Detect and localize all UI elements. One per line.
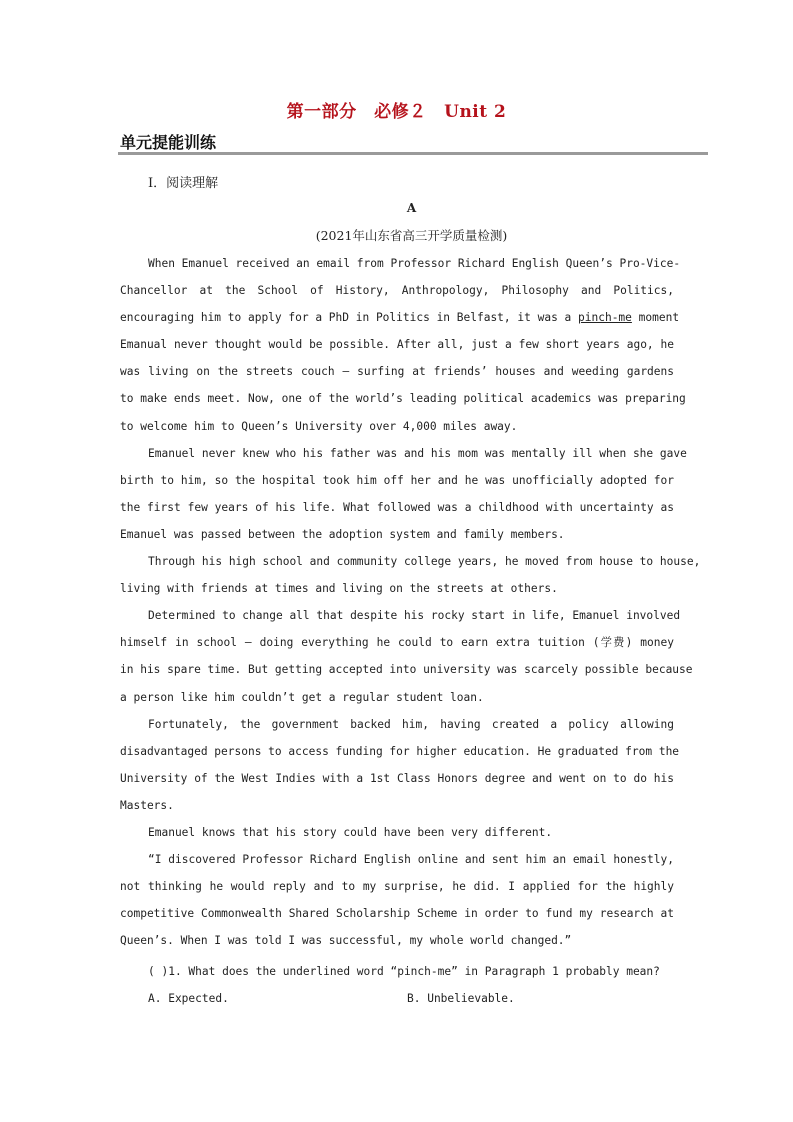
passage-line: “I discovered Professor Richard English online and sent him an email honestly, — [148, 853, 674, 867]
part-label: Ⅰ．阅读理解 — [148, 176, 219, 191]
passage-line: University of the West Indies with a 1st Class Honors degree and went on to do his — [120, 771, 674, 785]
document-title: 第一部分 必修２ Unit 2 — [286, 102, 507, 122]
passage-line: birth to him, so the hospital took him off her and he was unofficially adopted for — [120, 473, 674, 487]
line-text: moment — [631, 311, 680, 325]
passage-line: was living on the streets couch — surfing at friends’ houses and weeding gardens — [120, 365, 674, 379]
passage-line: Through his high school and community college years, he moved from house to house, — [148, 555, 701, 569]
passage-line: Emanuel knows that his story could have been very different. — [148, 825, 553, 839]
passage-line: Emanuel never knew who his father was and his mom was mentally ill when she gave — [148, 446, 687, 460]
passage-line: disadvantaged persons to access funding for higher education. He graduated from the — [120, 744, 680, 758]
passage-line: to welcome him to Queen’s University over 4,000 miles away. — [120, 419, 518, 433]
passage-line: himself in school — doing everything he could to earn extra tuition (学费) money — [120, 636, 674, 650]
passage-line: competitive Commonwealth Shared Scholarship Scheme in order to fund my research at — [120, 907, 674, 921]
passage-line: living with friends at times and living on the streets at others. — [120, 582, 558, 596]
passage-line — [120, 304, 680, 331]
passage-line: Emanual never thought would be possible. After all, just a few short years ago, he — [120, 338, 674, 352]
passage-line: a person like him couldn’t get a regular student loan. — [120, 690, 484, 704]
passage-line: the first few years of his life. What followed was a childhood with uncertainty as — [120, 500, 674, 514]
passage-body — [120, 250, 701, 954]
passage-line: Queen’s. When I was told I was successful, my whole world changed.” — [120, 934, 572, 948]
option-a: A. Expected. — [148, 992, 229, 1005]
heading-divider — [118, 152, 708, 155]
passage-line: Chancellor at the School of History, Anthropology, Philosophy and Politics, — [120, 284, 674, 298]
passage-line: When Emanuel received an email from Professor Richard English Queen’s Pro-Vice- — [148, 257, 681, 270]
line-text: encouraging him to apply for a PhD in Politics in Belfast, it was a — [120, 311, 579, 325]
option-b: B. Unbelievable. — [407, 992, 515, 1005]
passage-line: Masters. — [120, 798, 174, 812]
underlined-word: pinch-me — [578, 311, 632, 325]
passage-line: Determined to change all that despite his rocky start in life, Emanuel involved — [148, 609, 681, 623]
question-1-options — [148, 985, 676, 1012]
passage-line: in his spare time. But getting accepted into university was scarcely possible because — [120, 663, 693, 677]
passage-letter: A — [406, 201, 417, 215]
question-1: ( )1. What does the underlined word “pinch-me” in Paragraph 1 probably mean? — [148, 965, 660, 978]
passage-line: Emanuel was passed between the adoption system and family members. — [120, 527, 565, 541]
passage-line: Fortunately, the government backed him, having created a policy allowing — [148, 717, 674, 731]
passage-source: (2021年山东省高三开学质量检测) — [315, 228, 508, 243]
section-heading: 单元提能训练 — [120, 133, 217, 152]
passage-line: not thinking he would reply and to my surprise, he did. I applied for the highly — [120, 880, 674, 894]
passage-line: to make ends meet. Now, one of the world’s leading political academics was preparing — [120, 392, 686, 406]
